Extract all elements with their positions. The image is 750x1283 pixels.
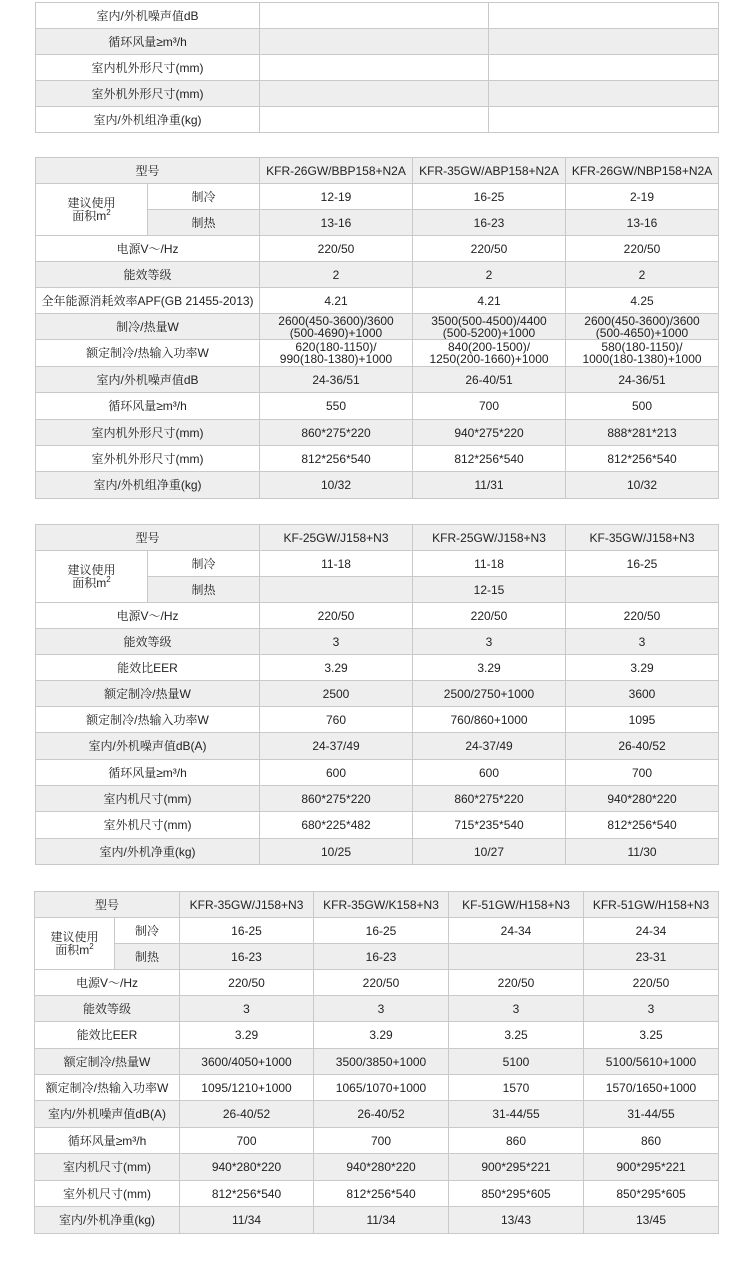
spec-value: 220/50	[260, 603, 413, 629]
spec-value: 13/43	[449, 1207, 584, 1234]
area-label	[36, 551, 148, 603]
table-row	[35, 1154, 719, 1181]
model-name: KFR-26GW/NBP158+N2A	[566, 158, 719, 184]
spec-value: 812*256*540	[180, 1181, 314, 1207]
table-row	[36, 603, 719, 629]
row-label: 室内/外机组净重(kg)	[36, 107, 260, 133]
row-label: 电源V～/Hz	[36, 236, 260, 262]
spec-value: 26-40/52	[566, 733, 719, 760]
area-label-line: 面积$m^2$	[55, 941, 94, 957]
row-label: 能效等级	[36, 629, 260, 655]
cooling-area-value: 16-25	[566, 551, 719, 577]
spec-value: 600	[413, 760, 566, 786]
spec-value: 3	[584, 996, 719, 1022]
table-row	[36, 760, 719, 786]
spec-value: 3600	[566, 681, 719, 707]
row-label: 能效比EER	[35, 1022, 180, 1049]
model-name: KF-35GW/J158+N3	[566, 525, 719, 551]
row-label: 室外机外形尺寸(mm)	[36, 446, 260, 472]
spec-value: 3500(500-4500)/4400 (500-5200)+1000	[413, 314, 566, 340]
cooling-area-value: 16-25	[314, 918, 449, 944]
spec-value: 860	[449, 1128, 584, 1154]
cooling-area-value: 24-34	[584, 918, 719, 944]
spec-value: 26-40/52	[314, 1101, 449, 1128]
row-label: 额定制冷/热输入功率W	[36, 340, 260, 367]
row-label: 室外机尺寸(mm)	[35, 1181, 180, 1207]
table-row	[36, 340, 719, 367]
spec-value: 1570/1650+1000	[584, 1075, 719, 1101]
table-row	[36, 55, 719, 81]
row-label: 室内/外机噪声值dB(A)	[36, 733, 260, 760]
spec-table-1	[35, 2, 719, 133]
spec-value: 3	[566, 629, 719, 655]
spec-value: 860	[584, 1128, 719, 1154]
model-name: KF-25GW/J158+N3	[260, 525, 413, 551]
spec-value: 24-36/51	[566, 367, 719, 393]
spec-value: 900*295*221	[449, 1154, 584, 1181]
spec-value	[489, 3, 719, 29]
table-row	[36, 367, 719, 393]
table-row	[35, 1101, 719, 1128]
spec-value: 812*256*540	[566, 812, 719, 839]
table-row	[36, 733, 719, 760]
spec-value: 2500/2750+1000	[413, 681, 566, 707]
area-label-line: 建议使用	[67, 195, 116, 210]
row-label: 电源V～/Hz	[35, 970, 180, 996]
spec-value	[489, 107, 719, 133]
spec-value: 700	[180, 1128, 314, 1154]
cooling-area-value: 11-18	[413, 551, 566, 577]
cooling-area-value: 16-25	[413, 184, 566, 210]
table-row	[36, 107, 719, 133]
cooling-area-value: 16-25	[180, 918, 314, 944]
superscript: 2	[106, 207, 111, 217]
table-row	[35, 918, 719, 944]
spec-value: 3600/4050+1000	[180, 1049, 314, 1075]
heating-area-value	[260, 577, 413, 603]
area-label-line: 建议使用	[50, 929, 99, 944]
spec-value: 220/50	[180, 970, 314, 996]
spec-value: 2	[566, 262, 719, 288]
spec-value: 1570	[449, 1075, 584, 1101]
spec-value: 1065/1070+1000	[314, 1075, 449, 1101]
heating-area-value	[566, 577, 719, 603]
spec-value: 3.29	[260, 655, 413, 681]
area-label-line: 面积$m^2$	[72, 574, 111, 590]
spec-value: 31-44/55	[584, 1101, 719, 1128]
spec-value: 13/45	[584, 1207, 719, 1234]
row-label: 室内机尺寸(mm)	[36, 786, 260, 812]
table-row	[35, 1128, 719, 1154]
spec-value	[260, 29, 489, 55]
spec-value: 2500	[260, 681, 413, 707]
spec-value: 3	[314, 996, 449, 1022]
heating-area-value: 13-16	[566, 210, 719, 236]
spec-value: 940*280*220	[566, 786, 719, 812]
row-label: 循环风量≥m³/h	[36, 29, 260, 55]
table-row	[36, 812, 719, 839]
area-label	[35, 918, 115, 970]
cooling-label: 制冷	[115, 918, 180, 944]
table-row	[35, 1207, 719, 1234]
spec-value: 3	[260, 629, 413, 655]
spec-value: 220/50	[566, 603, 719, 629]
spec-value	[260, 55, 489, 81]
spec-value: 3.29	[566, 655, 719, 681]
table-row	[36, 446, 719, 472]
model-name: KF-51GW/H158+N3	[449, 892, 584, 918]
table-row	[36, 262, 719, 288]
spec-value	[489, 29, 719, 55]
row-label: 室内/外机净重(kg)	[35, 1207, 180, 1234]
cooling-label: 制冷	[148, 551, 260, 577]
spec-value: 840(200-1500)/ 1250(200-1660)+1000	[413, 340, 566, 367]
heating-area-value: 23-31	[584, 944, 719, 970]
model-name: KFR-25GW/J158+N3	[413, 525, 566, 551]
area-label-line: 建议使用	[67, 562, 116, 577]
spec-value: 760	[260, 707, 413, 733]
spec-value: 24-36/51	[260, 367, 413, 393]
table-row	[36, 525, 719, 551]
heating-area-value: 16-23	[413, 210, 566, 236]
spec-value	[260, 107, 489, 133]
row-label: 室内/外机组净重(kg)	[36, 472, 260, 499]
row-label: 额定制冷/热输入功率W	[36, 707, 260, 733]
table-row	[36, 551, 719, 577]
table-row	[35, 970, 719, 996]
row-label: 能效等级	[35, 996, 180, 1022]
spec-value: 220/50	[566, 236, 719, 262]
table-row	[35, 1181, 719, 1207]
spec-value	[260, 81, 489, 107]
row-label: 室内/外机噪声值dB	[36, 367, 260, 393]
superscript: 2	[106, 574, 111, 584]
spec-value: 4.25	[566, 288, 719, 314]
row-label: 循环风量≥m³/h	[36, 393, 260, 420]
spec-value: 3	[449, 996, 584, 1022]
table-row	[36, 472, 719, 499]
row-label: 室外机外形尺寸(mm)	[36, 81, 260, 107]
spec-value: 3	[413, 629, 566, 655]
spec-value: 812*256*540	[413, 446, 566, 472]
row-label: 室内/外机净重(kg)	[36, 839, 260, 865]
spec-value: 860*275*220	[260, 786, 413, 812]
model-header-label: 型号	[36, 158, 260, 184]
spec-value: 10/25	[260, 839, 413, 865]
table-row	[36, 184, 719, 210]
spec-value: 220/50	[584, 970, 719, 996]
table-row	[35, 1075, 719, 1101]
spec-table-3	[35, 524, 719, 865]
superscript: 2	[89, 941, 94, 951]
table-row	[36, 655, 719, 681]
table-row	[36, 393, 719, 420]
table-row	[35, 892, 719, 918]
spec-value: 10/32	[260, 472, 413, 499]
spec-value: 715*235*540	[413, 812, 566, 839]
table-row	[36, 420, 719, 446]
heating-area-value	[449, 944, 584, 970]
spec-value: 3.25	[449, 1022, 584, 1049]
spec-value: 220/50	[413, 603, 566, 629]
heating-area-value: 12-15	[413, 577, 566, 603]
spec-value: 812*256*540	[260, 446, 413, 472]
row-label: 循环风量≥m³/h	[36, 760, 260, 786]
cooling-area-value: 12-19	[260, 184, 413, 210]
spec-value: 3.29	[413, 655, 566, 681]
spec-value: 940*280*220	[180, 1154, 314, 1181]
spec-value: 3	[180, 996, 314, 1022]
row-label: 室内/外机噪声值dB	[36, 3, 260, 29]
spec-value: 11/31	[413, 472, 566, 499]
row-label: 室内机外形尺寸(mm)	[36, 420, 260, 446]
table-row	[36, 3, 719, 29]
spec-value: 220/50	[413, 236, 566, 262]
spec-value: 31-44/55	[449, 1101, 584, 1128]
spec-value: 850*295*605	[584, 1181, 719, 1207]
table-row	[36, 629, 719, 655]
model-name: KFR-51GW/H158+N3	[584, 892, 719, 918]
table-row	[35, 1022, 719, 1049]
row-label: 能效比EER	[36, 655, 260, 681]
spec-value: 940*280*220	[314, 1154, 449, 1181]
spec-value: 220/50	[314, 970, 449, 996]
spec-value: 11/30	[566, 839, 719, 865]
spec-value	[489, 81, 719, 107]
row-label: 额定制冷/热量W	[35, 1049, 180, 1075]
spec-value: 10/27	[413, 839, 566, 865]
spec-value: 5100/5610+1000	[584, 1049, 719, 1075]
spec-value: 580(180-1150)/ 1000(180-1380)+1000	[566, 340, 719, 367]
model-header-label: 型号	[35, 892, 180, 918]
spec-value: 5100	[449, 1049, 584, 1075]
heating-label: 制热	[115, 944, 180, 970]
spec-value: 220/50	[449, 970, 584, 996]
row-label: 能效等级	[36, 262, 260, 288]
spec-value: 600	[260, 760, 413, 786]
spec-value: 24-37/49	[260, 733, 413, 760]
spec-value: 26-40/51	[413, 367, 566, 393]
spec-value: 900*295*221	[584, 1154, 719, 1181]
table-row	[36, 158, 719, 184]
row-label: 循环风量≥m³/h	[35, 1128, 180, 1154]
spec-value: 500	[566, 393, 719, 420]
spec-value: 1095/1210+1000	[180, 1075, 314, 1101]
table-row	[36, 707, 719, 733]
table-row	[36, 314, 719, 340]
heating-area-value: 16-23	[180, 944, 314, 970]
model-name: KFR-35GW/ABP158+N2A	[413, 158, 566, 184]
spec-value: 680*225*482	[260, 812, 413, 839]
spec-value: 2600(450-3600)/3600 (500-4650)+1000	[566, 314, 719, 340]
spec-value: 2	[260, 262, 413, 288]
spec-value: 812*256*540	[566, 446, 719, 472]
table-row	[36, 839, 719, 865]
spec-value: 11/34	[314, 1207, 449, 1234]
model-name: KFR-35GW/J158+N3	[180, 892, 314, 918]
spec-value: 220/50	[260, 236, 413, 262]
heating-label: 制热	[148, 577, 260, 603]
spec-value: 4.21	[413, 288, 566, 314]
spec-value	[489, 55, 719, 81]
spec-table-2	[35, 157, 719, 499]
heating-area-value: 13-16	[260, 210, 413, 236]
row-label: 室外机尺寸(mm)	[36, 812, 260, 839]
row-label: 室内机尺寸(mm)	[35, 1154, 180, 1181]
model-name: KFR-35GW/K158+N3	[314, 892, 449, 918]
model-name: KFR-26GW/BBP158+N2A	[260, 158, 413, 184]
row-label: 室内/外机噪声值dB(A)	[35, 1101, 180, 1128]
row-label: 电源V～/Hz	[36, 603, 260, 629]
spec-value: 4.21	[260, 288, 413, 314]
area-label-line: 面积$m^2$	[72, 207, 111, 223]
row-label: 额定制冷/热输入功率W	[35, 1075, 180, 1101]
spec-value: 10/32	[566, 472, 719, 499]
spec-value: 700	[566, 760, 719, 786]
row-label: 制冷/热量W	[36, 314, 260, 340]
table-row	[35, 1049, 719, 1075]
heating-label: 制热	[148, 210, 260, 236]
heating-area-value: 16-23	[314, 944, 449, 970]
spec-value: 940*275*220	[413, 420, 566, 446]
table-row	[36, 288, 719, 314]
table-row	[36, 81, 719, 107]
table-row	[36, 681, 719, 707]
spec-value: 888*281*213	[566, 420, 719, 446]
row-label: 室内机外形尺寸(mm)	[36, 55, 260, 81]
row-label: 额定制冷/热量W	[36, 681, 260, 707]
spec-value: 812*256*540	[314, 1181, 449, 1207]
table-row	[35, 944, 719, 970]
spec-value: 24-37/49	[413, 733, 566, 760]
area-label	[36, 184, 148, 236]
spec-value: 1095	[566, 707, 719, 733]
spec-value: 700	[314, 1128, 449, 1154]
spec-value: 2600(450-3600)/3600 (500-4690)+1000	[260, 314, 413, 340]
spec-value: 11/34	[180, 1207, 314, 1234]
spec-value: 3.29	[180, 1022, 314, 1049]
table-row	[35, 996, 719, 1022]
spec-value: 700	[413, 393, 566, 420]
table-row	[36, 29, 719, 55]
spec-value: 3500/3850+1000	[314, 1049, 449, 1075]
spec-value: 860*275*220	[260, 420, 413, 446]
cooling-label: 制冷	[148, 184, 260, 210]
spec-value: 850*295*605	[449, 1181, 584, 1207]
spec-value: 760/860+1000	[413, 707, 566, 733]
spec-value: 860*275*220	[413, 786, 566, 812]
table-row	[36, 786, 719, 812]
spec-value	[260, 3, 489, 29]
cooling-area-value: 11-18	[260, 551, 413, 577]
table-row	[36, 236, 719, 262]
spec-value: 26-40/52	[180, 1101, 314, 1128]
spec-value: 3.25	[584, 1022, 719, 1049]
spec-value: 3.29	[314, 1022, 449, 1049]
spec-value: 620(180-1150)/ 990(180-1380)+1000	[260, 340, 413, 367]
spec-table-4	[34, 891, 719, 1234]
spec-value: 550	[260, 393, 413, 420]
cooling-area-value: 24-34	[449, 918, 584, 944]
row-label: 全年能源消耗效率APF(GB 21455-2013)	[36, 288, 260, 314]
spec-value: 2	[413, 262, 566, 288]
cooling-area-value: 2-19	[566, 184, 719, 210]
model-header-label: 型号	[36, 525, 260, 551]
